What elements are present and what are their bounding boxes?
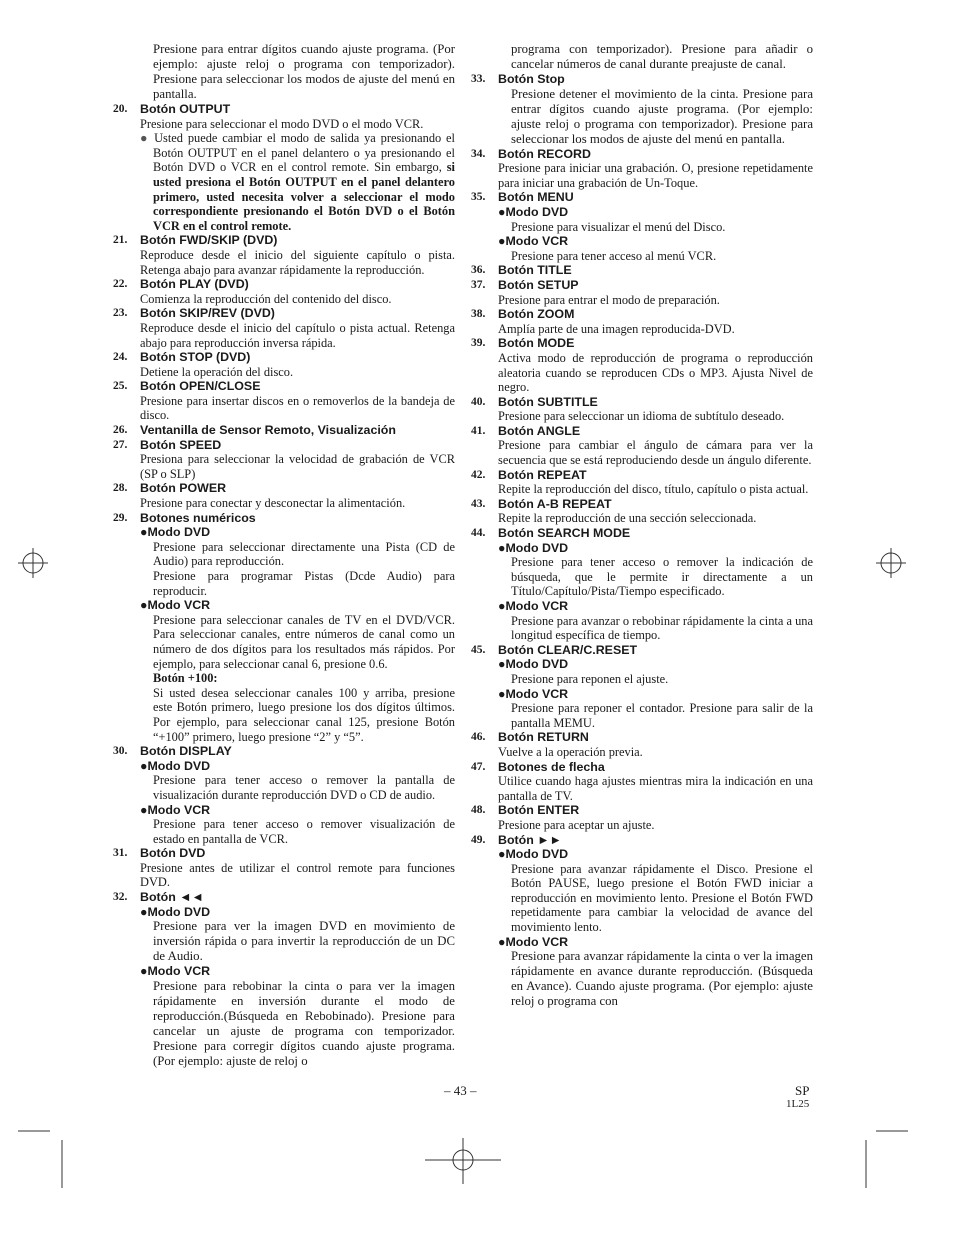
item-number: 26. xyxy=(113,424,128,437)
item-text: Detiene la operación del disco. xyxy=(140,364,294,379)
item-number: 42. xyxy=(471,468,486,481)
item-number: 43. xyxy=(471,497,486,510)
item-bullet xyxy=(140,131,455,233)
item-number: 49. xyxy=(471,833,486,846)
item-text: Presione para seleccionar un idioma de subtítulo deseado. xyxy=(498,409,785,424)
item-text: Presione para conectar y desconectar la alimentación. xyxy=(140,496,406,511)
item-text: Vuelve a la operación previa. xyxy=(498,744,643,759)
mode-dvd-text: Presione para tener acceso o remover la indicación de búsqueda, que le permite ir directamente a un Título/Capítulo/Pista/Tiempo especificado. xyxy=(511,555,813,599)
mode-vcr-label: ●Modo VCR xyxy=(140,802,211,817)
right-column xyxy=(471,42,813,1009)
right-items-b xyxy=(471,730,813,832)
item-title: Botón TITLE xyxy=(498,263,572,278)
item-title: Botón ENTER xyxy=(498,803,580,818)
mode-vcr-text: Presione para rebobinar la cinta o para ver la imagen rápidamente en inversión durante el modo de reproducción.(Búsqueda en Rebobinado). Presione para cancelar un ajuste de programa con temporizador. Presione para corregir dígitos cuando ajuste programa. (Por ejemplo: ajuste de reloj o xyxy=(153,978,455,1068)
item-24 xyxy=(113,350,455,379)
mode-dvd-label: ●Modo DVD xyxy=(498,847,569,862)
mode-vcr-text: Presione para seleccionar canales de TV en el DVD/VCR. Para seleccionar canales, entre números de canal como un número de dos dígitos para los resultados más rápidos. Por ejemplo, para seleccionar canal 6, presione 0.6. xyxy=(153,612,455,671)
item-number: 30. xyxy=(113,745,128,758)
item-30 xyxy=(113,744,455,846)
item-number: 28. xyxy=(113,482,128,495)
mode-vcr-label: ●Modo VCR xyxy=(498,686,569,701)
bullet-bold-text: si usted presiona el Botón OUTPUT en el panel delantero primero, usted necesita volver a seleccionar el modo correspondiente presionando el Botón DVD o el Botón VCR en el control remote. xyxy=(153,160,455,233)
plus100-text: Si usted desea seleccionar canales 100 y arriba, presione este Botón primero, luego presione los dos dígitos últimos. Por ejemplo, para seleccionar canal 125, presione Botón “+100” primero, luego presione “2” y “5”. xyxy=(153,685,455,744)
item-26 xyxy=(113,423,455,438)
item-number: 24. xyxy=(113,351,128,364)
item-title: Botón REPEAT xyxy=(498,467,587,482)
item-text: Reproduce desde el inicio del siguiente capítulo o pista. Retenga abajo para avanzar rápidamente la reproducción. xyxy=(140,247,455,277)
item-number: 21. xyxy=(113,234,128,247)
item-number: 38. xyxy=(471,308,486,321)
item-44 xyxy=(471,526,813,643)
item-35 xyxy=(471,190,813,263)
left-column xyxy=(113,42,455,1069)
item-number: 37. xyxy=(471,278,486,291)
item-text: Presione detener el movimiento de la cinta. Presione para entrar dígitos cuando ajuste programa. (Por ejemplo: ajuste reloj o programa con temporizador). Presione para seleccionar los modos de ajuste del menú en pantalla. xyxy=(511,86,813,146)
item-number: 22. xyxy=(113,278,128,291)
item-number: 23. xyxy=(113,307,128,320)
item-text: Utilice cuando haga ajustes mientras mira la indicación en una pantalla de TV. xyxy=(498,774,813,803)
crop-mark-bottom-right xyxy=(862,1128,912,1188)
item-number: 33. xyxy=(471,73,486,85)
item-title: Botón PLAY (DVD) xyxy=(140,277,249,292)
item-title: Botón OUTPUT xyxy=(140,102,231,116)
item-title: Botón A-B REPEAT xyxy=(498,496,612,511)
bullet-icon: ● xyxy=(140,131,155,146)
item-number: 41. xyxy=(471,424,486,437)
item-number: 34. xyxy=(471,147,486,160)
item-title: Botón DVD xyxy=(140,846,206,861)
item-number: 20. xyxy=(113,103,128,115)
item-title: Botón SETUP xyxy=(498,277,579,292)
item-text: Presione para seleccionar el modo DVD o el modo VCR. xyxy=(140,116,424,131)
item-37 xyxy=(471,278,813,307)
item-29 xyxy=(113,511,455,745)
item-32 xyxy=(113,890,455,1069)
item-text: Presione para aceptar un ajuste. xyxy=(498,817,655,832)
item-title: Botón STOP (DVD) xyxy=(140,350,251,365)
item-number: 47. xyxy=(471,760,486,773)
mode-dvd-text-2: Presione para programar Pistas (Dcde Audio) para reproducir. xyxy=(153,569,455,598)
item-title: Botón ANGLE xyxy=(498,423,581,438)
item-45 xyxy=(471,643,813,731)
registration-mark-right xyxy=(876,548,906,578)
mode-dvd-text: Presione para visualizar el menú del Disco. xyxy=(511,219,726,234)
item-36 xyxy=(471,263,813,278)
item-number: 32. xyxy=(113,891,128,904)
mode-dvd-text: Presione para ver la imagen DVD en movimiento de inversión rápida o para invertir la reproducción de un DC de Audio. xyxy=(153,919,455,964)
mode-vcr-label: ●Modo VCR xyxy=(498,934,569,949)
page-language-code: SP xyxy=(795,1083,810,1098)
item-number: 27. xyxy=(113,438,128,451)
mode-dvd-label: ●Modo DVD xyxy=(140,758,211,773)
item-number: 25. xyxy=(113,380,128,393)
registration-mark-left xyxy=(18,548,48,578)
left-items xyxy=(113,102,455,511)
mode-vcr-label: ●Modo VCR xyxy=(498,234,569,249)
mode-vcr-label: ●Modo VCR xyxy=(140,598,211,613)
item-title: Botón DISPLAY xyxy=(140,744,232,759)
item-title: Botón POWER xyxy=(140,481,227,496)
item-text: Repite la reproducción del disco, título, capítulo o pista actual. xyxy=(498,482,809,497)
item-text: Comienza la reproducción del contenido del disco. xyxy=(140,291,392,306)
item-text: Activa modo de reproducción de programa o reproducción aleatoria cuando se reproducen CDs o MP3. Ajusta Nivel de negro. xyxy=(498,350,813,395)
item-39 xyxy=(471,336,813,394)
item-25 xyxy=(113,379,455,423)
item-title: Botón ◄◄ xyxy=(140,890,204,905)
item-number: 36. xyxy=(471,264,486,277)
item-42 xyxy=(471,468,813,497)
item-number: 40. xyxy=(471,395,486,408)
item-31 xyxy=(113,846,455,890)
item-title: Ventanilla de Sensor Remoto, Visualización xyxy=(140,423,396,438)
mode-vcr-text: Presione para avanzar rápidamente la cinta o ver la imagen rápidamente en avance durante reproducción. (Búsqueda en Avance). Cuando ajuste programa. (Por ejemplo: ajuste reloj o programa con xyxy=(511,949,813,1009)
item-title: Botón ZOOM xyxy=(498,307,575,322)
item-27 xyxy=(113,438,455,482)
item-number: 48. xyxy=(471,804,486,817)
item-47 xyxy=(471,760,813,804)
item-22 xyxy=(113,277,455,306)
item-43 xyxy=(471,497,813,526)
mode-vcr-label: ●Modo VCR xyxy=(498,599,569,613)
mode-vcr-text: Presione para tener acceso o remover visualización de estado en pantalla de VCR. xyxy=(153,817,455,846)
mode-dvd-label: ●Modo DVD xyxy=(498,657,569,672)
item-number: 35. xyxy=(471,191,486,204)
plus100-label: Botón +100: xyxy=(153,671,218,686)
item-title: Botón OPEN/CLOSE xyxy=(140,379,261,394)
item-title: Botón ►► xyxy=(498,832,562,847)
item-text: Amplía parte de una imagen reproducida-DVD. xyxy=(498,321,735,336)
item-title: Botón SEARCH MODE xyxy=(498,526,631,541)
mode-dvd-text: Presione para reponen el ajuste. xyxy=(511,671,669,686)
item-title: Botón Stop xyxy=(498,72,565,86)
item-34 xyxy=(471,147,813,191)
item-title: Botón RECORD xyxy=(498,146,591,161)
item-number: 46. xyxy=(471,731,486,744)
item-title: Botón MODE xyxy=(498,336,575,351)
right-intro-text: programa con temporizador). Presione para añadir o cancelar números de canal durante preajuste de canal. xyxy=(511,42,813,71)
mode-dvd-text: Presione para tener acceso o remover la pantalla de visualización durante reproducción DVD o CD de audio. xyxy=(153,773,455,802)
item-title: Botón MENU xyxy=(498,190,574,205)
mode-vcr-text: Presione para reponer el contador. Presione para salir de la pantalla MEMU. xyxy=(511,701,813,730)
item-46 xyxy=(471,730,813,759)
item-title: Botón RETURN xyxy=(498,730,589,745)
right-items-a xyxy=(471,263,813,526)
mode-vcr-text: Presione para avanzar o rebobinar rápidamente la cinta a una longitud específica de tiempo. xyxy=(511,613,813,643)
mode-dvd-label: ●Modo DVD xyxy=(498,204,569,219)
item-number: 31. xyxy=(113,847,128,860)
item-title: Botón SUBTITLE xyxy=(498,394,598,409)
crop-mark-bottom-left xyxy=(18,1128,68,1188)
item-text: Presione antes de utilizar el control remote para funciones DVD. xyxy=(140,860,455,890)
item-title: Botón CLEAR/C.RESET xyxy=(498,642,638,657)
item-title: Botón SPEED xyxy=(140,437,222,452)
item-text: Presione para entrar el modo de preparación. xyxy=(498,292,720,307)
page-number: – 43 – xyxy=(444,1083,477,1098)
item-23 xyxy=(113,306,455,350)
item-text: Presiona para seleccionar la velocidad de grabación de VCR (SP o SLP) xyxy=(140,452,455,481)
item-text: Reproduce desde el inicio del capítulo o pista actual. Retenga abajo para reproducción inversa rápida. xyxy=(140,320,455,350)
item-38 xyxy=(471,307,813,336)
left-intro-text: Presione para entrar dígitos cuando ajuste programa. (Por ejemplo: ajuste reloj o programa con temporizador). Presione para seleccionar los modos de ajuste del menú en pantalla. xyxy=(153,42,455,101)
item-41 xyxy=(471,424,813,468)
mode-dvd-label: ●Modo DVD xyxy=(140,525,211,540)
mode-dvd-label: ●Modo DVD xyxy=(140,904,211,919)
mode-dvd-label: ●Modo DVD xyxy=(498,540,569,555)
item-title: Botones numéricos xyxy=(140,510,256,525)
item-title: Botón SKIP/REV (DVD) xyxy=(140,306,275,321)
mode-dvd-text: Presione para avanzar rápidamente el Disco. Presione el Botón PAUSE, luego presione el Botón FWD iniciar a reproducción en movimiento lento. Presione el Botón FWD repetidamente para cambiar la velocidad de avance del movimiento lento. xyxy=(511,861,813,935)
mode-dvd-text: Presione para seleccionar directamente una Pista (CD de Audio) para reproducción. xyxy=(153,539,455,569)
item-40 xyxy=(471,395,813,424)
item-20 xyxy=(113,102,455,233)
item-33 xyxy=(471,72,813,147)
item-text: Presione para insertar discos en o removerlos de la bandeja de disco. xyxy=(140,393,455,423)
item-number: 29. xyxy=(113,511,128,524)
item-title: Botones de flecha xyxy=(498,759,605,774)
item-text: Repite la reproducción de una sección seleccionada. xyxy=(498,511,757,526)
bullet-text: Usted puede cambiar el modo de salida ya presionando el Botón OUTPUT en el panel delantero o ya presionando el Botón DVD o VCR en el control remote. Sin embargo, xyxy=(153,131,455,175)
item-number: 44. xyxy=(471,527,486,540)
page-model-code: 1L25 xyxy=(786,1098,810,1110)
item-number: 39. xyxy=(471,337,486,350)
item-21 xyxy=(113,233,455,277)
registration-mark-bottom xyxy=(425,1138,501,1184)
item-48 xyxy=(471,803,813,832)
item-49 xyxy=(471,833,813,1010)
mode-vcr-text: Presione para tener acceso al menú VCR. xyxy=(511,248,717,263)
item-title: Botón FWD/SKIP (DVD) xyxy=(140,233,278,248)
item-text: Presione para cambiar el ángulo de cámara para ver la secuencia que se está reproduciendo desde un ángulo diferente. xyxy=(498,438,813,468)
mode-vcr-label: ●Modo VCR xyxy=(140,964,211,979)
item-text: Presione para iniciar una grabación. O, presione repetidamente para iniciar una grabación de Un-Toque. xyxy=(498,161,813,190)
item-28 xyxy=(113,481,455,510)
item-number: 45. xyxy=(471,643,486,656)
